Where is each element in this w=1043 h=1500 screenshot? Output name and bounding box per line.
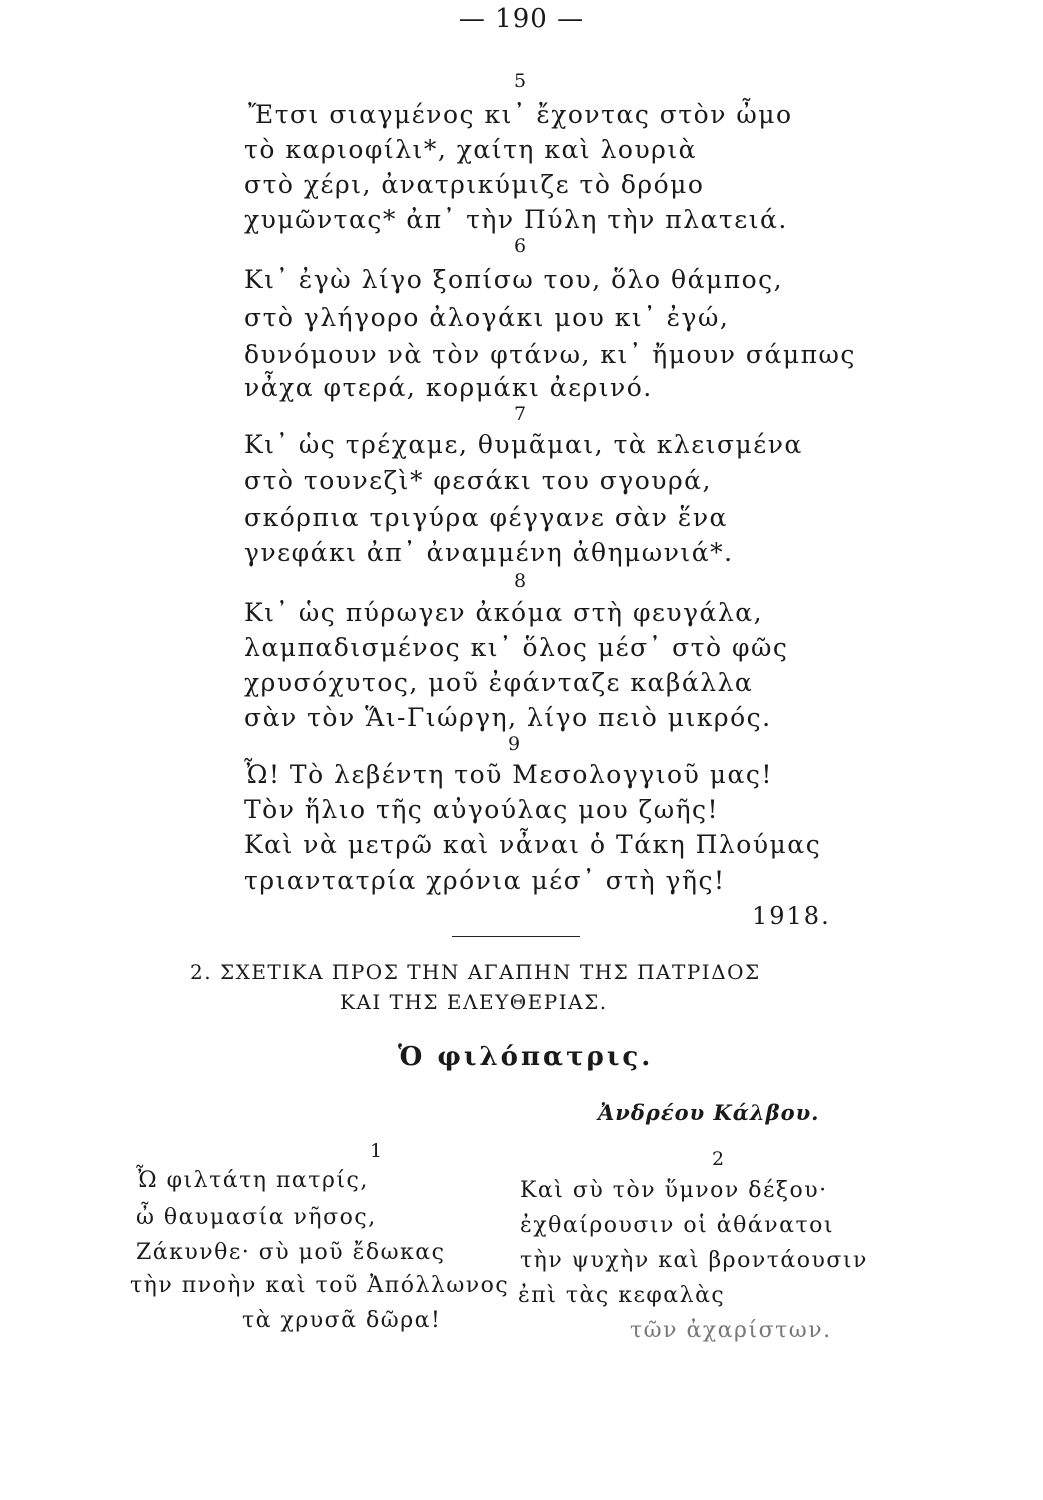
verse-line: Καὶ νὰ μετρῶ καὶ νἆναι ὁ Τάκη Πλούμας	[244, 830, 822, 859]
section-heading-line2: ΚΑΙ ΤΗΣ ΕΛΕΥΘΕΡΙΑΣ.	[340, 990, 608, 1014]
verse-line: Ὦ! Τὸ λεβέντη τοῦ Μεσολογγιοῦ μας!	[244, 760, 773, 789]
stanza-number: 5	[513, 70, 527, 92]
poem-author: Ἀνδρέου Κάλβου.	[598, 1100, 820, 1125]
stanza-number: 8	[513, 570, 527, 592]
verse-line: Κι᾿ ἐγὼ λίγο ξοπίσω του, ὅλο θάμπος,	[244, 265, 784, 294]
verse-line: τὰ χρυσᾶ δῶρα!	[242, 1308, 442, 1333]
poem-year: 1918.	[752, 902, 831, 930]
verse-line: σὰν τὸν Ἅι-Γιώργη, λίγο πειὸ μικρός.	[244, 703, 772, 732]
verse-line: τριαντατρία χρόνια μέσ᾿ στὴ γῆς!	[244, 866, 726, 895]
verse-line: λαμπαδισμένος κι᾿ ὅλος μέσ᾿ στὸ φῶς	[244, 633, 789, 662]
verse-line: σκόρπια τριγύρα φέγγανε σὰν ἕνα	[244, 503, 728, 532]
verse-line: στὸ γλήγορο ἀλογάκι μου κι᾿ ἐγώ,	[244, 303, 730, 332]
verse-line: Ὦ φιλτάτη πατρίς,	[136, 1168, 369, 1193]
section-divider	[452, 936, 580, 937]
verse-line: γνεφάκι ἀπ᾿ ἀναμμένη ἀθημωνιά*.	[244, 538, 734, 567]
stanza-number: 7	[513, 403, 527, 425]
verse-line: τὴν ψυχὴν καὶ βροντάουσιν	[520, 1248, 868, 1273]
verse-line: τῶν ἀχαρίστων.	[630, 1318, 832, 1343]
verse-line: νἆχα φτερά, κορμάκι ἀερινό.	[244, 373, 653, 402]
verse-line: Κι᾿ ὡς τρέχαμε, θυμᾶμαι, τὰ κλεισμένα	[244, 430, 803, 459]
verse-line: τὸ καριοφίλι*, χαίτη καὶ λουριὰ	[244, 135, 698, 164]
verse-line: στὸ τουνεζὶ* φεσάκι του σγουρά,	[244, 466, 713, 495]
poem-title: Ὁ φιλόπατρις.	[398, 1042, 654, 1072]
verse-line: ὦ θαυμασία νῆσος,	[136, 1205, 377, 1230]
verse-line: χυμῶντας* ἀπ᾿ τὴν Πύλη τὴν πλατειά.	[244, 205, 788, 234]
verse-line: Ἔτσι σιαγμένος κι᾿ ἔχοντας στὸν ὦμο	[248, 100, 793, 129]
verse-line: χρυσόχυτος, μοῦ ἐφάνταζε καβάλλα	[244, 668, 754, 697]
verse-line: Καὶ σὺ τὸν ὕμνον δέξου·	[520, 1178, 828, 1203]
section-heading-line1: 2. ΣΧΕΤΙΚΑ ΠΡΟΣ ΤΗΝ ΑΓΑΠΗΝ ΤΗΣ ΠΑΤΡΙΔΟΣ	[190, 960, 761, 984]
verse-line: ἐπὶ τὰς κεφαλὰς	[518, 1283, 726, 1308]
verse-line: δυνόμουν νὰ τὸν φτάνω, κι᾿ ἤμουν σάμπως	[244, 340, 856, 369]
verse-line: στὸ χέρι, ἀνατρικύμιζε τὸ δρόμο	[244, 170, 705, 199]
verse-line: ἐχθαίρουσιν οἱ ἀθάνατοι	[520, 1213, 835, 1238]
verse-line: Κι᾿ ὡς πύρωγεν ἀκόμα στὴ φευγάλα,	[244, 598, 764, 627]
stanza-number: 2	[711, 1148, 725, 1170]
verse-line: Τὸν ἥλιο τῆς αὐγούλας μου ζωῆς!	[244, 795, 720, 824]
stanza-number: 6	[513, 235, 527, 257]
verse-line: Ζάκυνθε· σὺ μοῦ ἔδωκας	[136, 1240, 446, 1265]
stanza-number: 1	[369, 1140, 383, 1162]
stanza-number: 9	[507, 733, 521, 755]
verse-line: τὴν πνοὴν καὶ τοῦ Ἀπόλλωνος	[130, 1273, 510, 1298]
page-number: — 190 —	[458, 4, 585, 34]
